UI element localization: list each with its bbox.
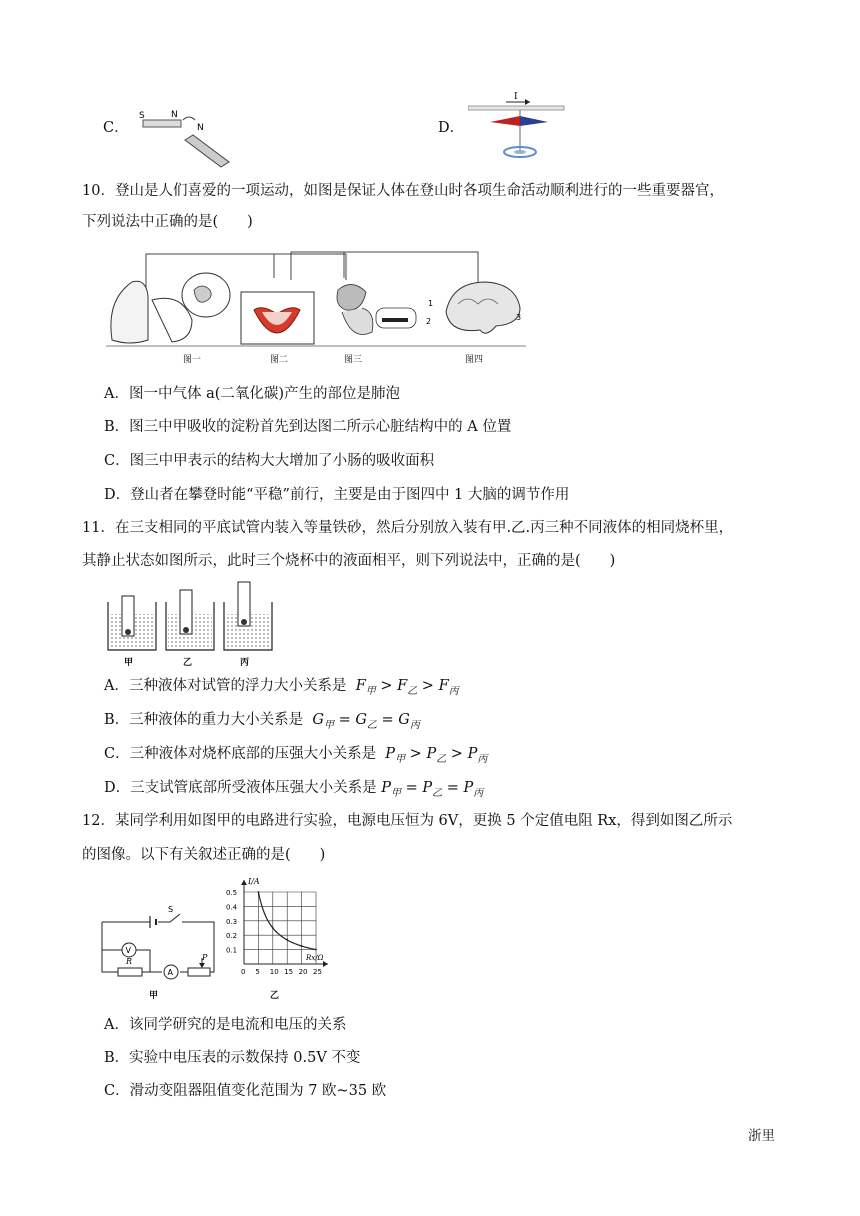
y-axis-label: I/A [248,877,260,886]
current-resistance-graph [222,874,342,994]
beaker-label-yi: 乙 [183,658,193,668]
beaker-label-jia: 甲 [124,658,134,668]
circuit-label: 甲 [149,991,159,1001]
data-point [315,949,317,951]
y-tick-label: 0.4 [226,903,238,912]
q11-option-b-text: B．三种液体的重力大小关系是 [104,712,304,728]
brain-label-1: 1 [428,299,434,308]
q10-stem-line2: 下列说法中正确的是( ) [82,214,253,230]
circuit-diagram [98,900,220,986]
q11-stem-line1: 11．在三支相同的平底试管内装入等量铁砂，然后分别放入装有甲.乙.丙三种不同液体的相同烧杯里， [82,520,734,536]
q12-stem-line1: 12．某同学利用如图甲的电路进行实验，电源电压恒为 6V，更换 5 个定值电阻 Rx，得到如图乙所示 [82,813,733,829]
svg-text:R: R [126,957,133,966]
x-tick-label: 10 [269,968,279,976]
svg-text:V: V [125,946,131,955]
fig4-label: 图四 [465,355,484,365]
q11-option-c [104,744,487,770]
page-footer: 浙里 [748,1128,775,1144]
x-tick-label: 25 [313,968,322,976]
brain-label-3: 3 [516,313,522,322]
fig-n1-label: N [171,110,178,120]
q11-option-d [104,778,483,804]
q11-option-c-formula: $P_甲 > P_乙 > P_丙$ [380,746,488,765]
bar-magnet-figure [135,100,235,170]
q11-option-a-formula: $F_甲 > F_乙 > F_丙$ [351,678,459,697]
q12-stem-line2: 的图像。以下有关叙述正确的是( ) [82,847,326,863]
data-point [286,939,288,941]
x-axis-label: Rx/Ω [306,954,324,962]
svg-text:P: P [202,953,208,962]
svg-text:A: A [167,968,173,977]
q10-option-d: D．登山者在攀登时能“平稳”前行，主要是由于图四中 1 大脑的调节作用 [104,487,570,503]
q11-stem-line2: 其静止状态如图所示，此时三个烧杯中的液面相平，则下列说法中，正确的是( ) [82,553,616,569]
fig-n2-label: N [197,123,204,133]
q12-option-c: C．滑动变阻器阻值变化范围为 7 欧~35 欧 [104,1083,387,1099]
y-tick-label: 0.3 [226,917,238,926]
brain-label-2: 2 [426,317,432,326]
q11-option-d-text: D．三支试管底部所受液体压强大小关系是 [104,780,377,796]
q11-option-d-formula: $P_甲 = P_乙 = P_丙$ [381,780,484,799]
q12-option-b: B．实验中电压表的示数保持 0.5V 不变 [104,1050,361,1066]
x-tick-label: 5 [255,968,260,976]
svg-text:S: S [168,905,174,914]
fig3-label: 图三 [344,355,363,365]
data-point [258,891,260,893]
current-label: I [514,92,518,102]
q10-stem-line1: 10．登山是人们喜爱的一项运动，如图是保证人体在登山时各项生命活动顺利进行的一些重要器官， [82,183,724,199]
q11-option-a-text: A．三种液体对试管的浮力大小关系是 [104,678,347,694]
q10-option-a: A．图一中气体 a(二氧化碳)产生的部位是肺泡 [104,386,401,402]
fig2-label: 图二 [270,355,289,365]
organ-figures [106,250,536,368]
graph-ticks [226,889,322,976]
q10-option-c: C．图三中甲表示的结构大大增加了小肠的吸收面积 [104,453,435,469]
fig1-label: 图一 [183,355,202,365]
beaker-label-bing: 丙 [240,658,250,668]
x-tick-label: 15 [284,968,294,976]
data-point [301,945,303,947]
q11-option-c-text: C．三种液体对烧杯底部的压强大小关系是 [104,746,377,762]
y-tick-label: 0.1 [226,946,238,955]
option-c-label: C． [103,120,129,136]
graph-label: 乙 [270,991,280,1001]
data-point [272,927,274,929]
beakers-figure [106,580,276,664]
q10-option-b: B．图三中甲吸收的淀粉首先到达图二所示心脏结构中的 A 位置 [104,419,512,435]
y-tick-label: 0.5 [226,889,238,897]
x-tick-label: 20 [298,968,308,976]
q11-option-b [104,710,420,736]
q12-option-a: A．该同学研究的是电流和电压的关系 [104,1017,347,1033]
x-tick-label: 0 [241,968,246,976]
compass-wire-figure [468,88,568,163]
y-tick-label: 0.2 [226,932,238,941]
fig-s-label: S [139,111,145,121]
q11-option-a [104,676,459,702]
q11-option-b-formula: $G_甲 = G_乙 = G_丙$ [307,712,420,731]
option-d-label: D． [438,120,465,136]
